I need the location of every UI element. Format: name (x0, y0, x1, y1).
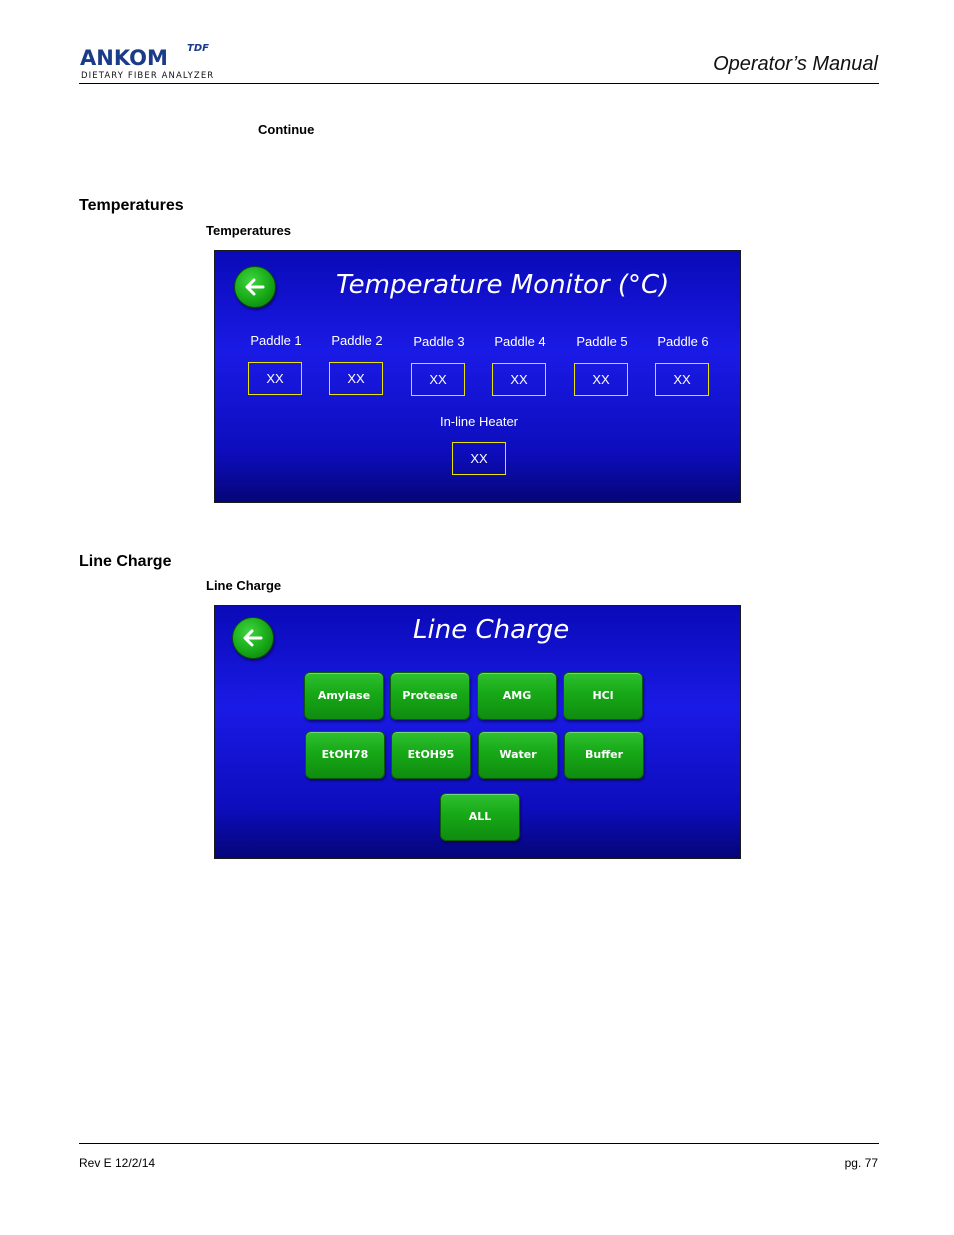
revision-text: Rev E 12/2/14 (79, 1156, 156, 1170)
hcl-button[interactable]: HCl (563, 672, 643, 720)
paddle-4-value: XX (492, 363, 546, 396)
line-charge-heading: Line Charge (79, 553, 172, 570)
paddle-1-label: Paddle 1 (250, 333, 302, 348)
paddle-5-value: XX (574, 363, 628, 396)
paddle-3-label: Paddle 3 (413, 334, 465, 349)
inline-heater-value: XX (452, 442, 506, 475)
line-charge-screen (214, 605, 741, 859)
temperature-monitor-screen (214, 250, 741, 503)
paddle-2-value: XX (329, 362, 383, 395)
buffer-button[interactable]: Buffer (564, 731, 644, 779)
continue-label: Continue (258, 122, 315, 137)
paddle-2-label: Paddle 2 (331, 333, 383, 348)
amylase-button[interactable]: Amylase (304, 672, 384, 720)
amg-button[interactable]: AMG (477, 672, 557, 720)
etoh95-button[interactable]: EtOH95 (391, 731, 471, 779)
paddle-1-value: XX (248, 362, 302, 395)
page-number: pg. 77 (844, 1156, 878, 1170)
logo-subtitle: DIETARY FIBER ANALYZER (81, 71, 215, 81)
logo-superscript: TDF (187, 43, 209, 54)
temperatures-heading: Temperatures (79, 197, 184, 214)
protease-button[interactable]: Protease (390, 672, 470, 720)
left-arrow-icon (243, 275, 267, 299)
manual-title: Operator’s Manual (713, 53, 878, 75)
screen-title: Line Charge (413, 615, 570, 645)
header-divider (79, 83, 879, 84)
ankom-logo (80, 43, 240, 82)
paddle-3-value: XX (411, 363, 465, 396)
paddle-5-label: Paddle 5 (576, 334, 628, 349)
back-button[interactable] (232, 617, 274, 659)
screen-title: Temperature Monitor (°C) (336, 270, 670, 300)
paddle-6-value: XX (655, 363, 709, 396)
line-charge-sublabel: Line Charge (206, 578, 282, 593)
inline-heater-label: In-line Heater (439, 414, 519, 429)
temperatures-sublabel: Temperatures (206, 223, 292, 238)
paddle-4-label: Paddle 4 (494, 334, 546, 349)
left-arrow-icon (241, 626, 265, 650)
all-button[interactable]: ALL (440, 793, 520, 841)
etoh78-button[interactable]: EtOH78 (305, 731, 385, 779)
back-button[interactable] (234, 266, 276, 308)
footer-divider (79, 1143, 879, 1144)
logo-word: ANKOM (80, 46, 168, 70)
paddle-6-label: Paddle 6 (657, 334, 709, 349)
water-button[interactable]: Water (478, 731, 558, 779)
